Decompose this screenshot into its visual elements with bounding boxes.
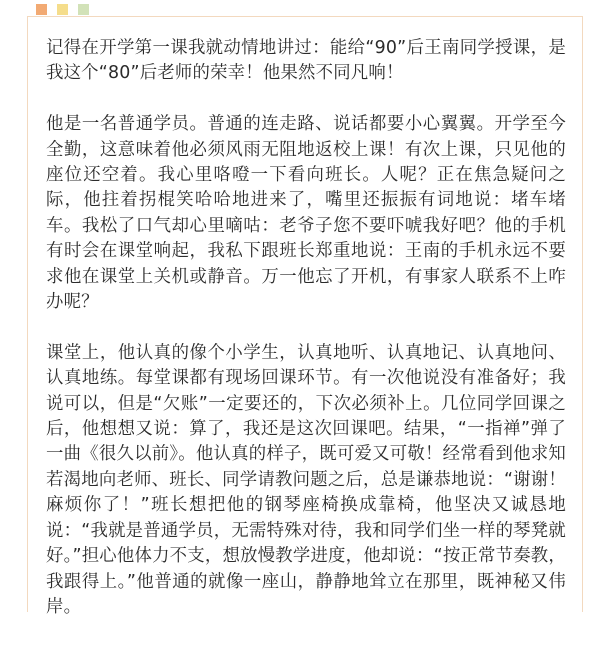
article-body [46, 36, 566, 646]
yellow-square-icon [57, 4, 68, 15]
orange-square-icon [36, 4, 47, 15]
green-square-icon [78, 4, 89, 15]
paragraph-1: 记得在开学第一课我就动情地讲过：能给“90”后王南同学授课，是我这个“80”后老师的荣幸！他果然不同凡响！ [46, 38, 566, 84]
paragraph-3: 课堂上，他认真的像个小学生，认真地听、认真地记、认真地问、认真地练。每堂课都有现场回课环节。有一次他说没有准备好；我说可以，但是“欠账”一定要还的，下次必须补上。几位同学回课之后，他想想又说：算了，我还是这次回课吧。结果，“一指禅”弹了一曲《很久以前》。他认真的样子，既可爱又可敬！经常看到他求知若渴地向老师、班长、同学请教问题之后，总是谦恭地说：“谢谢！麻烦你了！”班长想把他的钢琴座椅换成靠椅，他坚决又诚恳地说：“我就是普通学员，无需特殊对待，我和同学们坐一样的琴凳就好。”担心他体力不支，想放慢教学进度，他却说：“按正常节奏教，我跟得上。”他普通的就像一座山，静静地耸立在那里，既神秘又伟岸。 [46, 342, 566, 617]
decorative-dots [36, 4, 89, 15]
paragraph-2: 他是一名普通学员。普通的连走路、说话都要小心翼翼。开学至今全勤，这意味着他必须风雨无阻地返校上课！有次上课，只见他的座位还空着。我心里咯噔一下看向班长。人呢？正在焦急疑问之际，他拄着拐棍笑哈哈地进来了，嘴里还振振有词地说：堵车堵车。我松了口气却心里嘀咕：老爷子您不要吓唬我好吧？他的手机有时会在课堂响起，我私下跟班长郑重地说：王南的手机永远不要求他在课堂上关机或静音。万一他忘了开机，有事家人联系不上咋办呢？ [46, 114, 566, 313]
